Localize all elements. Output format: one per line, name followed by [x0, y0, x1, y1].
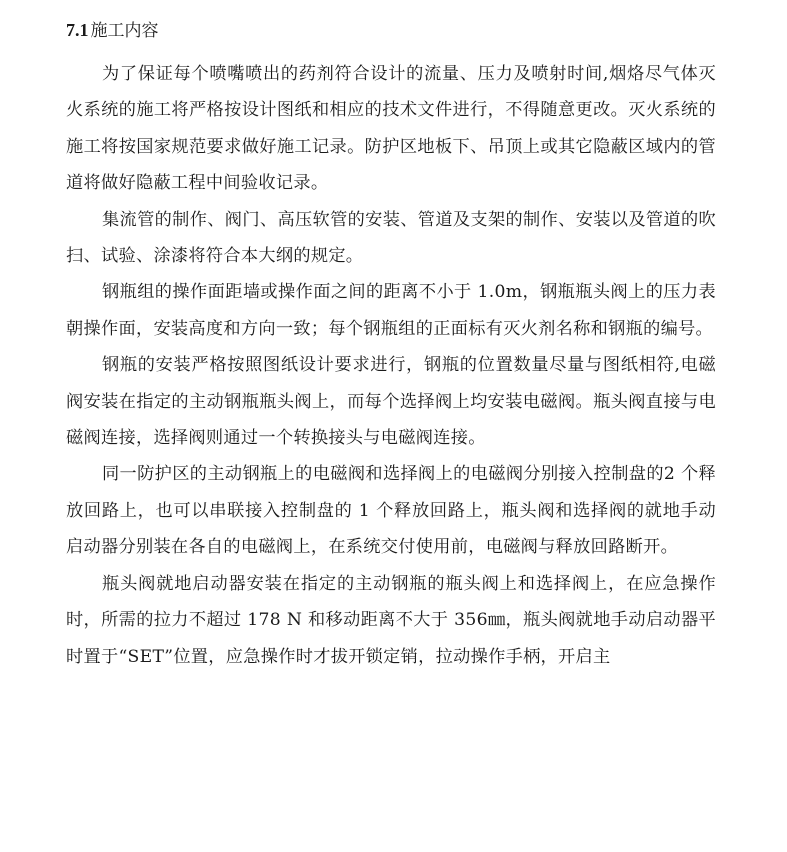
paragraph-manifold-piping: 集流管的制作、阀门、高压软管的安装、管道及支架的制作、安装以及管道的吹扫、试验、涂漆将符合本大纲的规定。 — [66, 209, 716, 267]
paragraph-gas-system-construction: 为了保证每个喷嘴喷出的药剂符合设计的流量、压力及喷射时间,烟烙尽气体灭火系统的施工将严格按设计图纸和相应的技术文件进行，不得随意更改。灭火系统的施工将按国家规范要求做好施工记录。防护区地板下、吊顶上或其它隐蔽区域内的管道将做好隐蔽工程中间验收记录。 — [66, 64, 716, 194]
section-heading — [66, 16, 159, 45]
paragraph-cylinder-installation: 钢瓶的安装严格按照图纸设计要求进行，钢瓶的位置数量尽量与图纸相符,电磁阀安装在指定的主动钢瓶瓶头阀上，而每个选择阀上均安装电磁阀。瓶头阀直接与电磁阀连接，选择阀则通过一个转换接头与电磁阀连接。 — [66, 355, 716, 449]
section-body — [66, 56, 716, 675]
section-title: 施工内容 — [90, 21, 159, 41]
paragraph-manual-actuator: 瓶头阀就地启动器安装在指定的主动钢瓶的瓶头阀上和选择阀上，在应急操作时，所需的拉力不超过 178 N 和移动距离不大于 356㎜，瓶头阀就地手动启动器平时置于“SET”位置，应急操作时才拔开锁定销，拉动操作手柄，开启主 — [66, 573, 716, 667]
section-number: 7.1 — [66, 20, 89, 40]
paragraph-cylinder-group-layout: 钢瓶组的操作面距墙或操作面之间的距离不小于 1.0m，钢瓶瓶头阀上的压力表朝操作面，安装高度和方向一致；每个钢瓶组的正面标有灭火剂名称和钢瓶的编号。 — [66, 282, 716, 339]
paragraph-solenoid-wiring: 同一防护区的主动钢瓶上的电磁阀和选择阀上的电磁阀分别接入控制盘的2 个释放回路上，也可以串联接入控制盘的 1 个释放回路上，瓶头阀和选择阀的就地手动启动器分别装在各自的电磁阀上，在系统交付使用前，电磁阀与释放回路断开。 — [66, 464, 716, 558]
